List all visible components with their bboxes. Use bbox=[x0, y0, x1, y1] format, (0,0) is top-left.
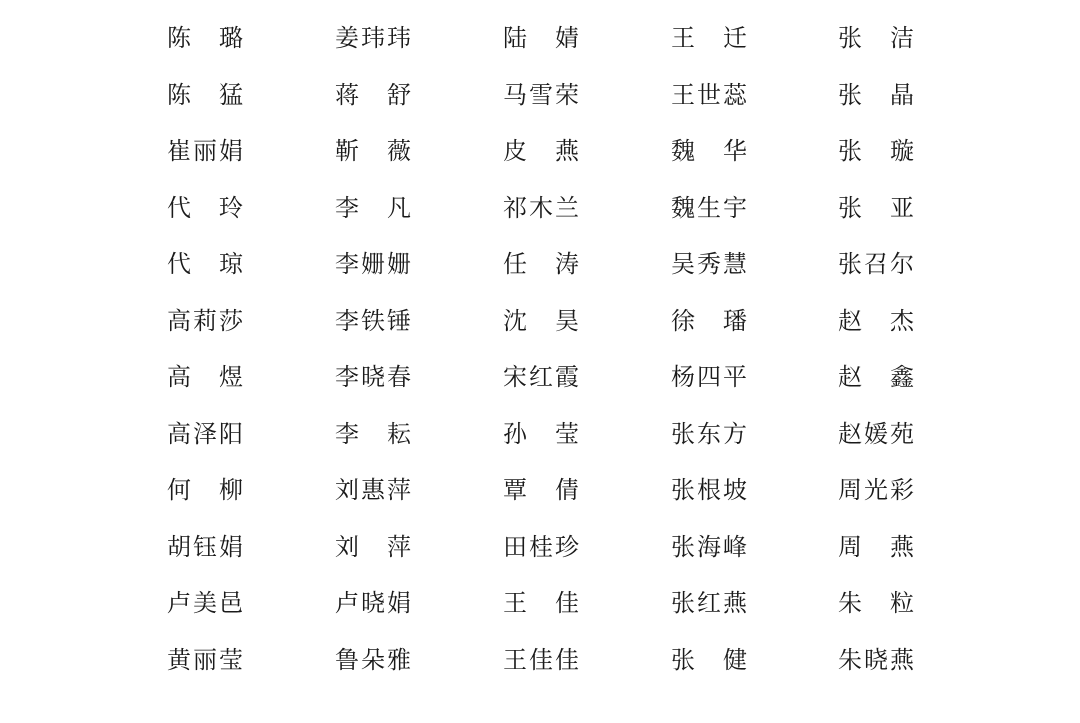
name-entry: 靳 薇 bbox=[335, 137, 411, 165]
name-entry: 徐 璠 bbox=[671, 306, 747, 335]
name-entry: 赵 鑫 bbox=[838, 363, 914, 391]
name-entry: 祁 木 兰 bbox=[503, 193, 579, 222]
name-entry: 卢 晓 娟 bbox=[335, 589, 411, 617]
name-entry: 李 耘 bbox=[335, 419, 411, 448]
name-entry: 周 燕 bbox=[838, 532, 914, 561]
name-entry: 张 根 坡 bbox=[671, 476, 747, 504]
name-entry: 马 雪 荣 bbox=[503, 80, 579, 109]
name-entry: 鲁 朵 雅 bbox=[335, 645, 411, 674]
name-entry: 魏 生 宇 bbox=[671, 193, 747, 222]
name-entry: 赵 杰 bbox=[838, 306, 914, 335]
name-entry: 高 泽 阳 bbox=[167, 419, 243, 448]
name-entry: 陈 璐 bbox=[167, 24, 243, 52]
name-entry: 张 召 尔 bbox=[838, 250, 914, 278]
name-entry: 孙 莹 bbox=[503, 419, 579, 448]
name-entry: 朱 粒 bbox=[838, 589, 914, 617]
name-entry: 李 铁 锤 bbox=[335, 306, 411, 335]
name-entry: 张 亚 bbox=[838, 193, 914, 222]
name-entry: 崔 丽 娟 bbox=[167, 137, 243, 165]
name-entry: 卢 美 邑 bbox=[167, 589, 243, 617]
name-entry: 吴 秀 慧 bbox=[671, 250, 747, 278]
name-entry: 皮 燕 bbox=[503, 137, 579, 165]
name-entry: 张 健 bbox=[671, 645, 747, 674]
name-entry: 黄 丽 莹 bbox=[167, 645, 243, 674]
name-entry: 王 佳 bbox=[503, 589, 579, 617]
name-entry: 张 洁 bbox=[838, 24, 914, 52]
name-entry: 宋 红 霞 bbox=[503, 363, 579, 391]
name-entry: 王 佳 佳 bbox=[503, 645, 579, 674]
name-entry: 蒋 舒 bbox=[335, 80, 411, 109]
name-entry: 张 东 方 bbox=[671, 419, 747, 448]
name-entry: 胡 钰 娟 bbox=[167, 532, 243, 561]
name-entry: 代 玲 bbox=[167, 193, 243, 222]
name-entry: 任 涛 bbox=[503, 250, 579, 278]
name-entry: 张 晶 bbox=[838, 80, 914, 109]
name-entry: 张 红 燕 bbox=[671, 589, 747, 617]
name-entry: 魏 华 bbox=[671, 137, 747, 165]
name-entry: 陈 猛 bbox=[167, 80, 243, 109]
name-entry: 朱 晓 燕 bbox=[838, 645, 914, 674]
name-entry: 周 光 彩 bbox=[838, 476, 914, 504]
name-entry: 刘 惠 萍 bbox=[335, 476, 411, 504]
name-entry: 田 桂 珍 bbox=[503, 532, 579, 561]
name-entry: 高 莉 莎 bbox=[167, 306, 243, 335]
name-entry: 姜 玮 玮 bbox=[335, 24, 411, 52]
name-entry: 王 迁 bbox=[671, 24, 747, 52]
name-entry: 刘 萍 bbox=[335, 532, 411, 561]
name-entry: 覃 倩 bbox=[503, 476, 579, 504]
name-entry: 高 煜 bbox=[167, 363, 243, 391]
name-entry: 何 柳 bbox=[167, 476, 243, 504]
name-entry: 张 海 峰 bbox=[671, 532, 747, 561]
name-entry: 李 姗 姗 bbox=[335, 250, 411, 278]
name-entry: 沈 昊 bbox=[503, 306, 579, 335]
name-entry: 杨 四 平 bbox=[671, 363, 747, 391]
name-entry: 陆 婧 bbox=[503, 24, 579, 52]
name-entry: 赵 媛 苑 bbox=[838, 419, 914, 448]
name-entry: 张 璇 bbox=[838, 137, 914, 165]
name-entry: 王 世 蕊 bbox=[671, 80, 747, 109]
name-entry: 代 琼 bbox=[167, 250, 243, 278]
name-entry: 李 凡 bbox=[335, 193, 411, 222]
name-entry: 李 晓 春 bbox=[335, 363, 411, 391]
